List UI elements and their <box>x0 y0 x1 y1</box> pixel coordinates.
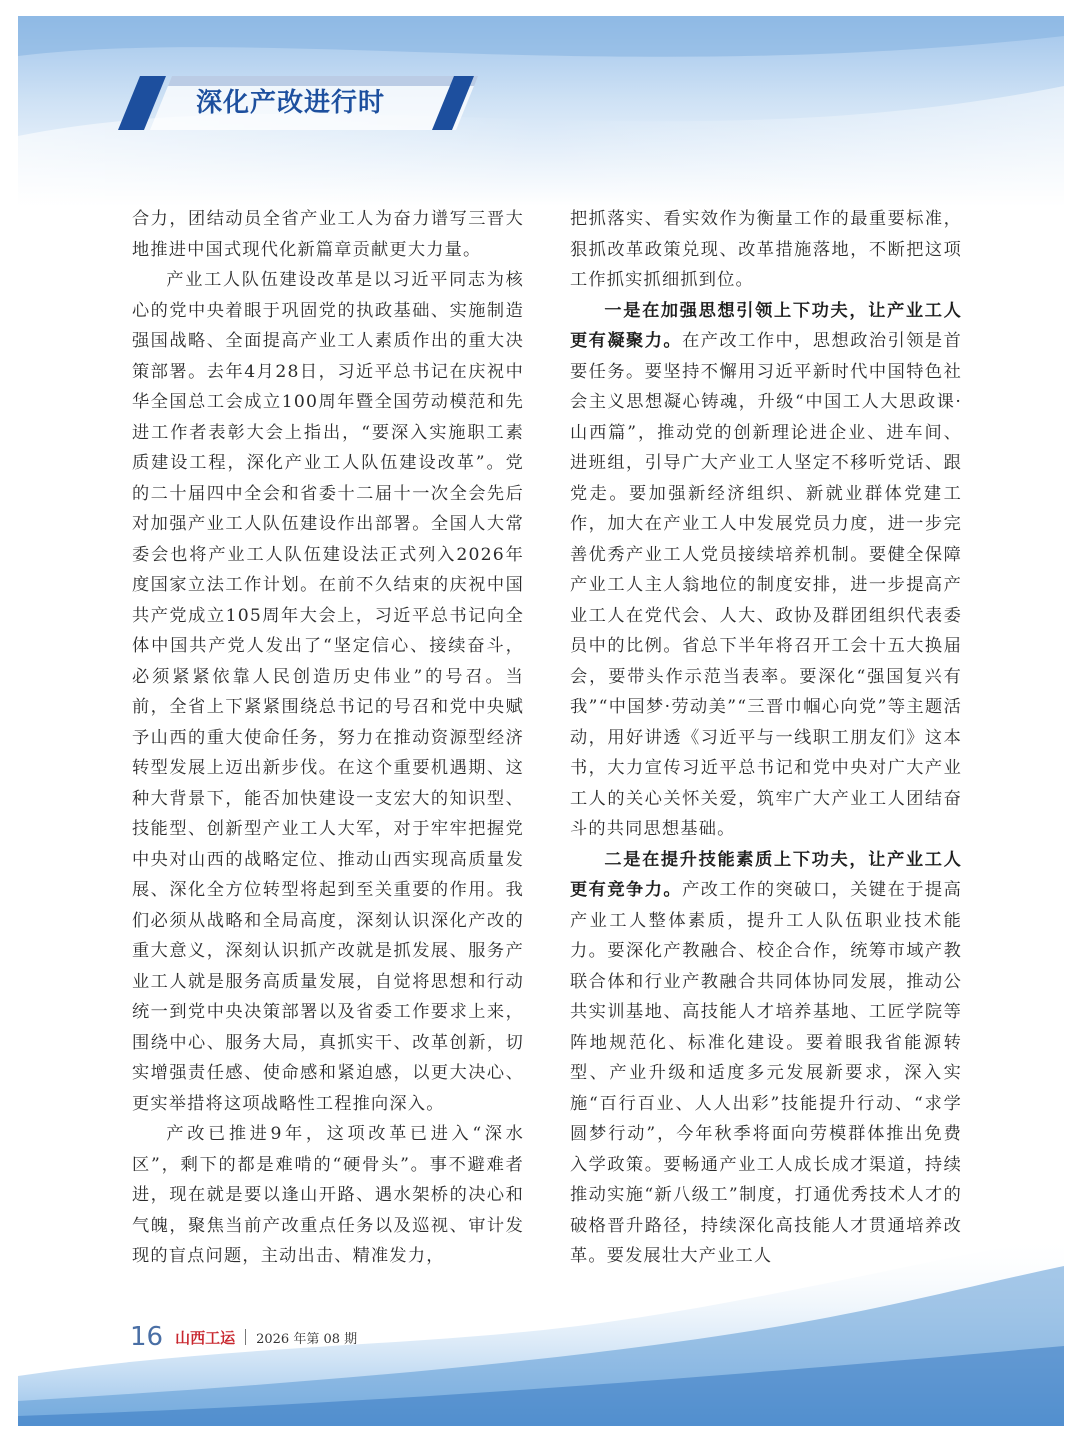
paragraph: 合力，团结动员全省产业工人为奋力谱写三晋大地推进中国式现代化新篇章贡献更大力量。 <box>132 209 524 260</box>
paragraph <box>570 296 962 845</box>
subheading: 一是在加强思想引领上下功夫，让产业工人更有凝聚力。 <box>570 300 962 351</box>
magazine-name: 山西工运 <box>175 1328 236 1347</box>
paragraph: 产业工人队伍建设改革是以习近平同志为核心的党中央着眼于巩固党的执政基础、实施制造强国战略、全面提高产业工人素质作出的重大决策部署。去年4月28日，习近平总书记在庆祝中华全国总工会成立100周年暨全国劳动模范和先进工作者表彰大会上指出，“要深入实施职工素质建设工程，深化产业工人队伍建设改革”。党的二十届四中全会和省委十二届十一次全会先后对加强产业工人队伍建设作出部署。全国人大常委会也将产业工人队伍建设法正式列入2026年度国家立法工作计划。在前不久结束的庆祝中国共产党成立105周年大会上，习近平总书记向全体中国共产党人发出了“坚定信心、接续奋斗，必须紧紧依靠人民创造历史伟业”的号召。当前，全省上下紧紧围绕总书记的号召和党中央赋予山西的重大使命任务，努力在推动资源型经济转型发展上迈出新步伐。在这个重要机遇期、这种大背景下，能否加快建设一支宏大的知识型、技能型、创新型产业工人大军，对于牢牢把握党中央对山西的战略定位、推动山西实现高质量发展、深化全方位转型将起到至关重要的作用。我们必须从战略和全局高度，深刻认识深化产改的重大意义，深刻认识抓产改就是抓发展、服务产业工人就是服务高质量发展，自觉将思想和行动统一到党中央决策部署以及省委工作要求上来，围绕中心、服务大局，真抓实干、改革创新，切实增强责任感、使命感和紧迫感，以更大决心、更实举措将这项战略性工程推向深入。 <box>132 270 524 1114</box>
right-column <box>570 204 962 1272</box>
paragraph-body: 产改工作的突破口，关键在于提高产业工人整体素质，提升工人队伍职业技术能力。要深化产教融合、校企合作，统筹市域产教联合体和行业产教融合共同体协同发展，推动公共实训基地、高技能人才培养基地、工匠学院等阵地规范化、标准化建设。要着眼我省能源转型、产业升级和适度多元发展新要求，深入实施“百行百业、人人出彩”技能提升行动、“求学圆梦行动”，今年秋季将面向劳模群体推出免费入学政策。要畅通产业工人成长成才渠道，持续推动实施“新八级工”制度，打通优秀技术人才的破格晋升路径，持续深化高技能人才贯通培养改革。要发展壮大产业工人 <box>570 880 962 1266</box>
footer-divider <box>245 1329 246 1345</box>
paragraph: 产改已推进9年，这项改革已进入“深水区”，剩下的都是难啃的“硬骨头”。事不避难者进，现在就是要以逢山开路、遇水架桥的决心和气魄，聚焦当前产改重点任务以及巡视、审计发现的盲点问题，主动出击、精准发力， <box>132 1124 524 1266</box>
issue-number: 2026 年第 08 期 <box>256 1331 358 1347</box>
section-title: 深化产改进行时 <box>196 88 386 118</box>
page-number: 16 <box>130 1322 164 1352</box>
paragraph: 把抓落实、看实效作为衡量工作的最重要标准，狠抓改革政策兑现、改革措施落地，不断把这项工作抓实抓细抓到位。 <box>570 209 962 290</box>
paragraph <box>570 845 962 1272</box>
subheading: 二是在提升技能素质上下功夫，让产业工人更有竞争力。 <box>570 849 962 900</box>
page <box>18 16 1064 1426</box>
left-column <box>132 204 524 1272</box>
page-footer <box>130 1321 357 1353</box>
paragraph-body: 在产改工作中，思想政治引领是首要任务。要坚持不懈用习近平新时代中国特色社会主义思想凝心铸魂，升级“中国工人大思政课·山西篇”，推动党的创新理论进企业、进车间、进班组，引导广大产业工人坚定不移听党话、跟党走。要加强新经济组织、新就业群体党建工作，加大在产业工人中发展党员力度，进一步完善优秀产业工人党员接续培养机制。要健全保障产业工人主人翁地位的制度安排，进一步提高产业工人在党代会、人大、政协及群团组织代表委员中的比例。省总下半年将召开工会十五大换届会，要带头作示范当表率。要深化“强国复兴有我”“中国梦·劳动美”“三晋巾帼心向党”等主题活动，用好讲透《习近平与一线职工朋友们》这本书，大力宣传习近平总书记和党中央对广大产业工人的关心关怀关爱，筑牢广大产业工人团结奋斗的共同思想基础。 <box>570 331 962 839</box>
